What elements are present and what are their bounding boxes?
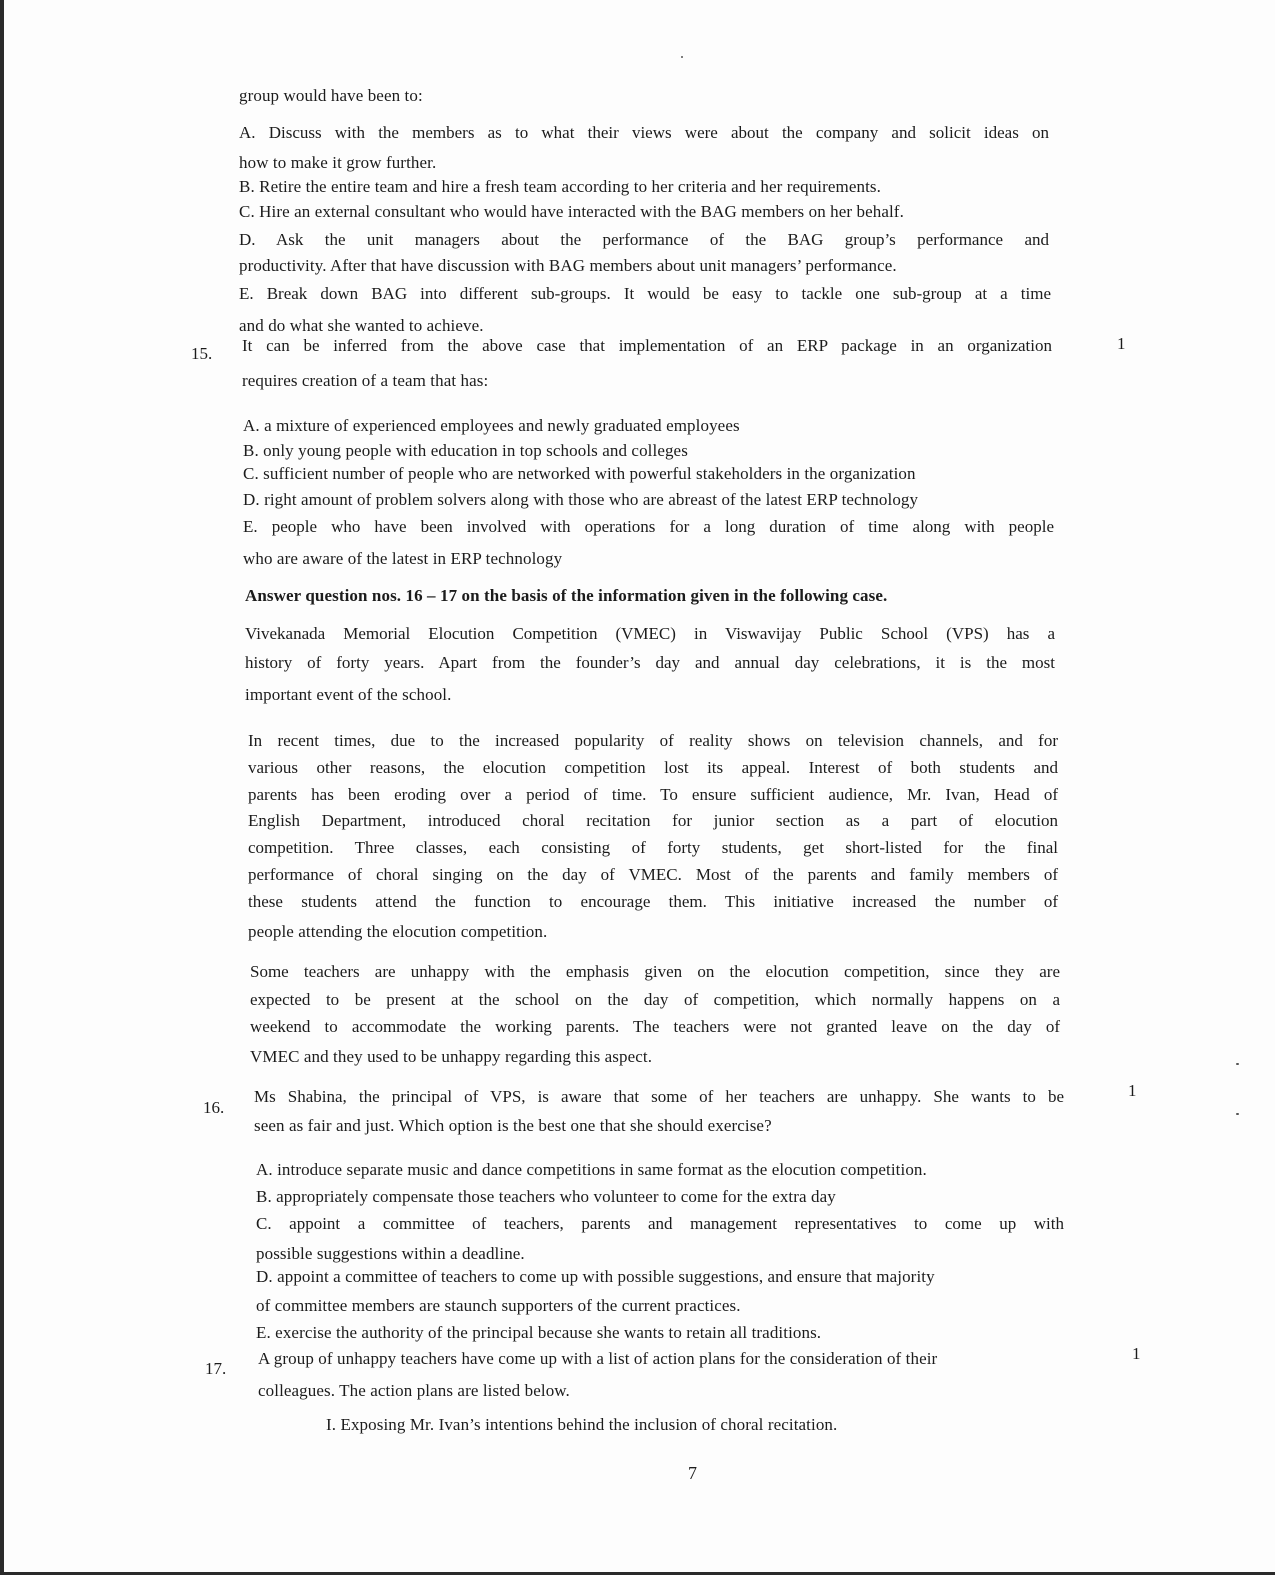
option-text: I. Exposing Mr. Ivan’s intentions behind the inclusion of choral recitation. xyxy=(326,1415,838,1434)
paragraph-line: expected to be present at the school on the day of competition, which normally happens on a xyxy=(250,990,1060,1009)
question-number: 17. xyxy=(205,1359,227,1378)
option-text: of committee members are staunch supporters of the current practices. xyxy=(256,1296,741,1315)
question-number: 15. xyxy=(191,344,213,363)
option-text: productivity. After that have discussion with BAG members about unit managers’ performance. xyxy=(239,256,897,275)
scan-speck xyxy=(1236,1063,1239,1065)
question-number: 16. xyxy=(203,1098,225,1117)
option-text: B. Retire the entire team and hire a fresh team according to her criteria and her requirements. xyxy=(239,177,881,196)
option-text: and do what she wanted to achieve. xyxy=(239,316,484,335)
option-text: A. Discuss with the members as to what their views were about the company and solicit ideas on xyxy=(239,123,1049,142)
option-text: D. appoint a committee of teachers to come up with possible suggestions, and ensure that majority xyxy=(256,1267,935,1286)
paragraph-line: performance of choral singing on the day of VMEC. Most of the parents and family members of xyxy=(248,865,1058,884)
paragraph-line: Vivekanada Memorial Elocution Competition (VMEC) in Viswavijay Public School (VPS) has a xyxy=(245,624,1055,643)
option-text: D. right amount of problem solvers along with those who are abreast of the latest ERP technology xyxy=(243,490,919,509)
paragraph-line: Some teachers are unhappy with the emphasis given on the elocution competition, since they are xyxy=(250,962,1060,981)
paragraph-line: VMEC and they used to be unhappy regarding this aspect. xyxy=(250,1047,653,1066)
option-text: A. a mixture of experienced employees and newly graduated employees xyxy=(243,416,740,435)
option-text: E. people who have been involved with operations for a long duration of time along with people xyxy=(243,517,1054,536)
scan-speck xyxy=(681,56,683,58)
question-mark: 1 xyxy=(1132,1344,1141,1363)
page-number: 7 xyxy=(688,1463,697,1483)
option-text: possible suggestions within a deadline. xyxy=(256,1244,525,1263)
option-text: who are aware of the latest in ERP technology xyxy=(243,549,563,568)
question-mark: 1 xyxy=(1117,334,1126,353)
option-text: A. introduce separate music and dance competitions in same format as the elocution competition. xyxy=(256,1160,927,1179)
option-text: B. only young people with education in top schools and colleges xyxy=(243,441,688,460)
paragraph-line: English Department, introduced choral recitation for junior section as a part of elocution xyxy=(248,811,1058,830)
question-text: seen as fair and just. Which option is the best one that she should exercise? xyxy=(254,1116,772,1135)
paragraph-line: parents has been eroding over a period of time. To ensure sufficient audience, Mr. Ivan, Head of xyxy=(248,785,1058,804)
paragraph-line: various other reasons, the elocution competition lost its appeal. Interest of both students and xyxy=(248,758,1058,777)
option-text: B. appropriately compensate those teachers who volunteer to come for the extra day xyxy=(256,1187,836,1206)
paragraph-line: people attending the elocution competition. xyxy=(248,922,548,941)
question-text: Ms Shabina, the principal of VPS, is aware that some of her teachers are unhappy. She wants to be xyxy=(254,1087,1064,1106)
paragraph-line: history of forty years. Apart from the founder’s day and annual day celebrations, it is the most xyxy=(245,653,1055,672)
option-text: how to make it grow further. xyxy=(239,153,437,172)
question-text: It can be inferred from the above case that implementation of an ERP package in an organization xyxy=(242,336,1052,355)
option-text: C. sufficient number of people who are networked with powerful stakeholders in the organization xyxy=(243,464,916,483)
option-text: C. appoint a committee of teachers, parents and management representatives to come up with xyxy=(256,1214,1064,1233)
question-text: colleagues. The action plans are listed below. xyxy=(258,1381,570,1400)
option-text: C. Hire an external consultant who would have interacted with the BAG members on her behalf. xyxy=(239,202,904,221)
scan-speck xyxy=(1236,1113,1239,1115)
paragraph-line: important event of the school. xyxy=(245,685,452,704)
paragraph-line: In recent times, due to the increased popularity of reality shows on television channels, and for xyxy=(248,731,1058,750)
option-text: E. exercise the authority of the principal because she wants to retain all traditions. xyxy=(256,1323,822,1342)
option-text: D. Ask the unit managers about the performance of the BAG group’s performance and xyxy=(239,230,1049,249)
text-line: group would have been to: xyxy=(239,86,423,105)
paragraph-line: competition. Three classes, each consisting of forty students, get short-listed for the final xyxy=(248,838,1058,857)
question-text: requires creation of a team that has: xyxy=(242,371,489,390)
paragraph-line: weekend to accommodate the working parents. The teachers were not granted leave on the day of xyxy=(250,1017,1060,1036)
option-text: E. Break down BAG into different sub-groups. It would be easy to tackle one sub-group at a time xyxy=(239,284,1051,303)
paragraph-line: these students attend the function to encourage them. This initiative increased the number of xyxy=(248,892,1058,911)
scan-edge-left xyxy=(0,0,4,1575)
question-text: A group of unhappy teachers have come up with a list of action plans for the consideration of their xyxy=(258,1349,938,1368)
question-mark: 1 xyxy=(1128,1081,1137,1100)
case-heading: Answer question nos. 16 – 17 on the basis of the information given in the following case. xyxy=(245,586,888,605)
